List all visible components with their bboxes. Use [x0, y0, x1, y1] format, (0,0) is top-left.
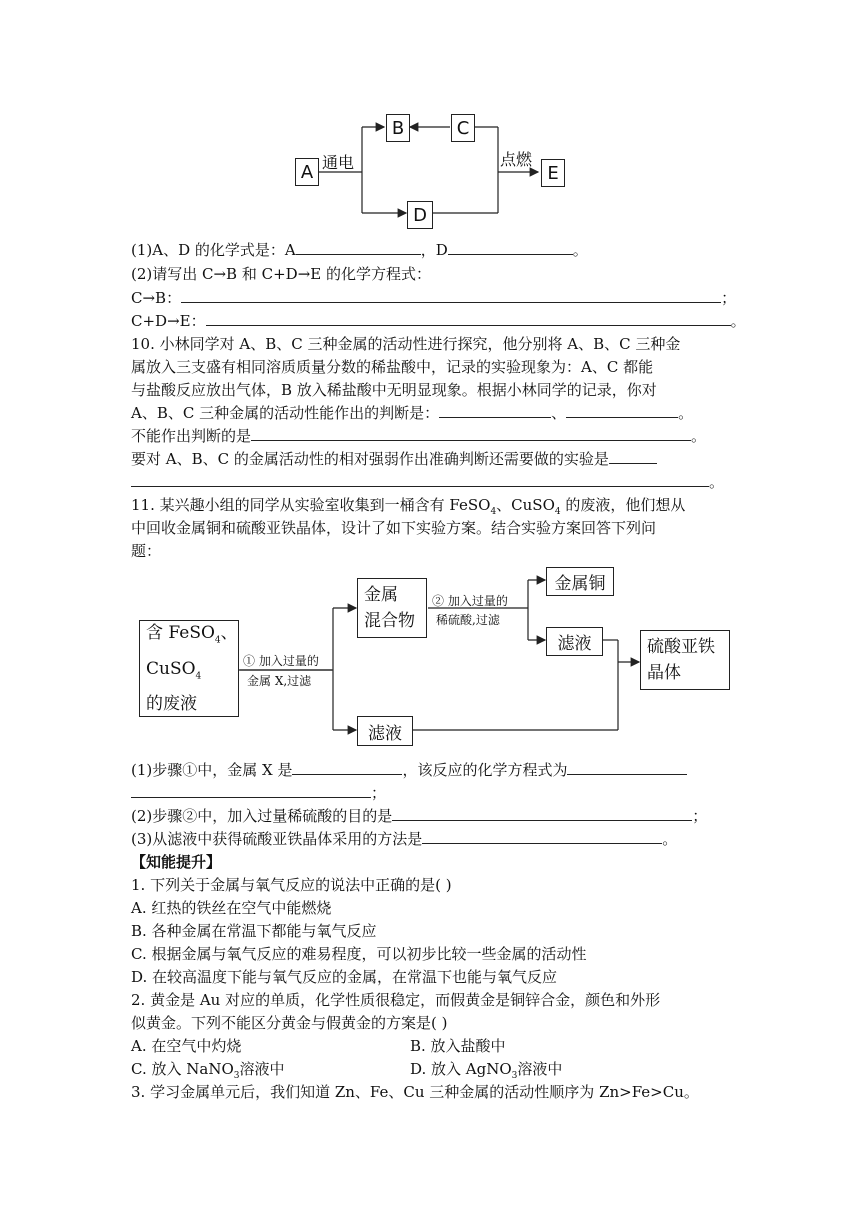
q10-line3: 与盐酸反应放出气体，B 放入稀盐酸中无明显现象。根据小林同学的记录，你对 — [131, 381, 657, 399]
filtrate-box-top: 滤液 — [546, 627, 603, 656]
step1-label-bottom: 金属 X,过滤 — [247, 674, 312, 688]
q11-p2-prefix: (2)步骤②中，加入过量稀硫酸的目的是 — [131, 807, 393, 825]
q11-line1-sub2: 4 — [554, 507, 561, 517]
mc-q2-option-b[interactable]: B. 放入盐酸中 — [410, 1037, 506, 1055]
q9-part1 — [131, 239, 588, 261]
q10-line1: 10. 小林同学对 A、B、C 三种金属的活动性进行探究，他分别将 A、B、C 三种金 — [131, 335, 681, 353]
q9-cde-label: C+D→E： — [131, 312, 206, 330]
waste-l2-sub: 4 — [195, 670, 202, 681]
q11-line3: 题： — [131, 542, 162, 560]
q11-line1-a: 11. 某兴趣小组的同学从实验室收集到一桶含有 FeSO — [131, 496, 491, 514]
waste-l1-sub: 4 — [214, 635, 221, 646]
q10-line5 — [131, 425, 706, 447]
label-electrolysis: 通电 — [322, 153, 355, 172]
section-title: 【知能提升】 — [131, 853, 222, 871]
q9-cb-end: ； — [721, 289, 737, 307]
q9-p1-end: 。 — [572, 241, 588, 259]
mc-q1: 1. 下列关于金属与氧气反应的说法中正确的是( ) — [131, 876, 452, 894]
copper-box: 金属铜 — [546, 567, 614, 596]
q10-line4 — [131, 402, 693, 424]
q10-line4-prefix: A、B、C 三种金属的活动性能作出的判断是： — [131, 404, 440, 422]
mc-q1-option-c[interactable]: C. 根据金属与氧气反应的难易程度，可以初步比较一些金属的活动性 — [131, 945, 587, 963]
answer-blank-equation-a[interactable] — [567, 759, 687, 775]
q11-p3-end: 。 — [662, 830, 678, 848]
filtrate-box-bottom: 滤液 — [357, 716, 413, 746]
q2d-a: D. 放入 AgNO — [410, 1060, 512, 1078]
q10-line5-end: 。 — [691, 427, 707, 445]
mix-line2: 混合物 — [364, 611, 415, 631]
q10-line6 — [131, 448, 657, 470]
q2d-b: 溶液中 — [517, 1060, 563, 1078]
step2-label-bottom: 稀硫酸,过滤 — [436, 613, 500, 627]
q9-p1-mid: ，D — [420, 241, 448, 259]
answer-blank-a[interactable] — [296, 239, 421, 255]
q9-cde-line — [131, 310, 746, 332]
mc-q2-line2: 似黄金。下列不能区分黄金与假黄金的方案是( ) — [131, 1014, 448, 1032]
node-e: E — [541, 159, 565, 187]
q10-line4-end: 。 — [678, 404, 694, 422]
q11-part3 — [131, 828, 677, 850]
q2c-a: C. 放入 NaNO — [131, 1060, 234, 1078]
metal-mixture-box — [357, 578, 427, 638]
q11-p1-end: ； — [371, 784, 387, 802]
answer-blank-metal-x[interactable] — [292, 759, 402, 775]
answer-blank-experiment-b[interactable] — [131, 471, 709, 487]
node-d: D — [407, 201, 433, 229]
q11-p1-mid: ，该反应的化学方程式为 — [402, 761, 568, 779]
answer-blank-equation-b[interactable] — [131, 782, 371, 798]
mix-line1: 金属 — [364, 585, 398, 605]
q11-p1-prefix: (1)步骤①中，金属 X 是 — [131, 761, 293, 779]
answer-blank-judge-1[interactable] — [439, 402, 551, 418]
answer-blank-cannot-judge[interactable] — [251, 425, 691, 441]
q10-line5-prefix: 不能作出判断的是 — [131, 427, 252, 445]
waste-line3: 的废液 — [146, 693, 197, 714]
q9-cb-label: C→B： — [131, 289, 182, 307]
q2d-sub: 3 — [511, 1071, 518, 1081]
q11-line1-c: 的废液，他们想从 — [560, 496, 686, 514]
waste-l2-text: CuSO — [146, 658, 196, 679]
q9-part2: (2)请写出 C→B 和 C+D→E 的化学方程式： — [131, 265, 431, 283]
q11-part1-cont — [131, 782, 386, 804]
q10-line7-end: 。 — [709, 473, 725, 491]
q11-part2 — [131, 805, 707, 827]
q9-cb-line — [131, 287, 736, 309]
q10-line4-mid: 、 — [551, 404, 567, 422]
answer-blank-purpose[interactable] — [392, 805, 692, 821]
q10-line7 — [131, 471, 724, 493]
mc-q1-option-a[interactable]: A. 红热的铁丝在空气中能燃烧 — [131, 899, 332, 917]
step1-label-top: ① 加入过量的 — [243, 654, 319, 668]
q11-line1-sub1: 4 — [490, 507, 497, 517]
ferrous-sulfate-crystal-box — [640, 630, 730, 690]
mc-q2-line1: 2. 黄金是 Au 对应的单质，化学性质很稳定，而假黄金是铜锌合金，颜色和外形 — [131, 991, 661, 1009]
label-ignite: 点燃 — [500, 150, 533, 169]
q11-p3-prefix: (3)从滤液中获得硫酸亚铁晶体采用的方法是 — [131, 830, 423, 848]
waste-line2 — [146, 655, 201, 690]
mc-q1-option-d[interactable]: D. 在较高温度下能与氧气反应的金属，在常温下也能与氧气反应 — [131, 968, 558, 986]
answer-blank-judge-2[interactable] — [566, 402, 678, 418]
product-line2: 晶体 — [647, 663, 681, 683]
product-line1: 硫酸亚铁 — [647, 637, 715, 657]
waste-l1-end: 、 — [220, 623, 238, 644]
waste-line1 — [146, 619, 238, 654]
q2c-sub: 3 — [233, 1071, 240, 1081]
q11-p2-end: ； — [692, 807, 708, 825]
q2c-b: 溶液中 — [239, 1060, 285, 1078]
answer-blank-experiment-a[interactable] — [609, 448, 657, 464]
q9-p1-prefix: (1)A、D 的化学式是：A — [131, 241, 296, 259]
q11-line2: 中回收金属铜和硫酸亚铁晶体，设计了如下实验方案。结合实验方案回答下列问 — [131, 519, 657, 537]
answer-blank-d[interactable] — [448, 239, 573, 255]
answer-blank-cb[interactable] — [181, 287, 721, 303]
mc-q2-option-a[interactable]: A. 在空气中灼烧 — [131, 1037, 242, 1055]
q11-line1-b: 、CuSO — [496, 496, 555, 514]
node-c: C — [451, 114, 475, 142]
answer-blank-cde[interactable] — [206, 310, 731, 326]
process-flowchart — [0, 565, 860, 755]
q10-line6-text: 要对 A、B、C 的金属活动性的相对强弱作出准确判断还需要做的实验是 — [131, 450, 609, 468]
q11-part1 — [131, 759, 687, 781]
node-a: A — [295, 158, 319, 186]
waste-liquid-box — [139, 620, 239, 717]
node-b: B — [386, 114, 410, 142]
answer-blank-method[interactable] — [422, 828, 662, 844]
q10-line2: 属放入三支盛有相同溶质质量分数的稀盐酸中，记录的实验现象为：A、C 都能 — [131, 358, 654, 376]
mc-q1-option-b[interactable]: B. 各种金属在常温下都能与氧气反应 — [131, 922, 377, 940]
waste-l1-text: 含 FeSO — [146, 623, 215, 644]
q9-cde-end: 。 — [730, 312, 746, 330]
step2-label-top: ② 加入过量的 — [432, 594, 508, 608]
mc-q3: 3. 学习金属单元后，我们知道 Zn、Fe、Cu 三种金属的活动性顺序为 Zn>Fe>Cu。 — [131, 1083, 699, 1101]
